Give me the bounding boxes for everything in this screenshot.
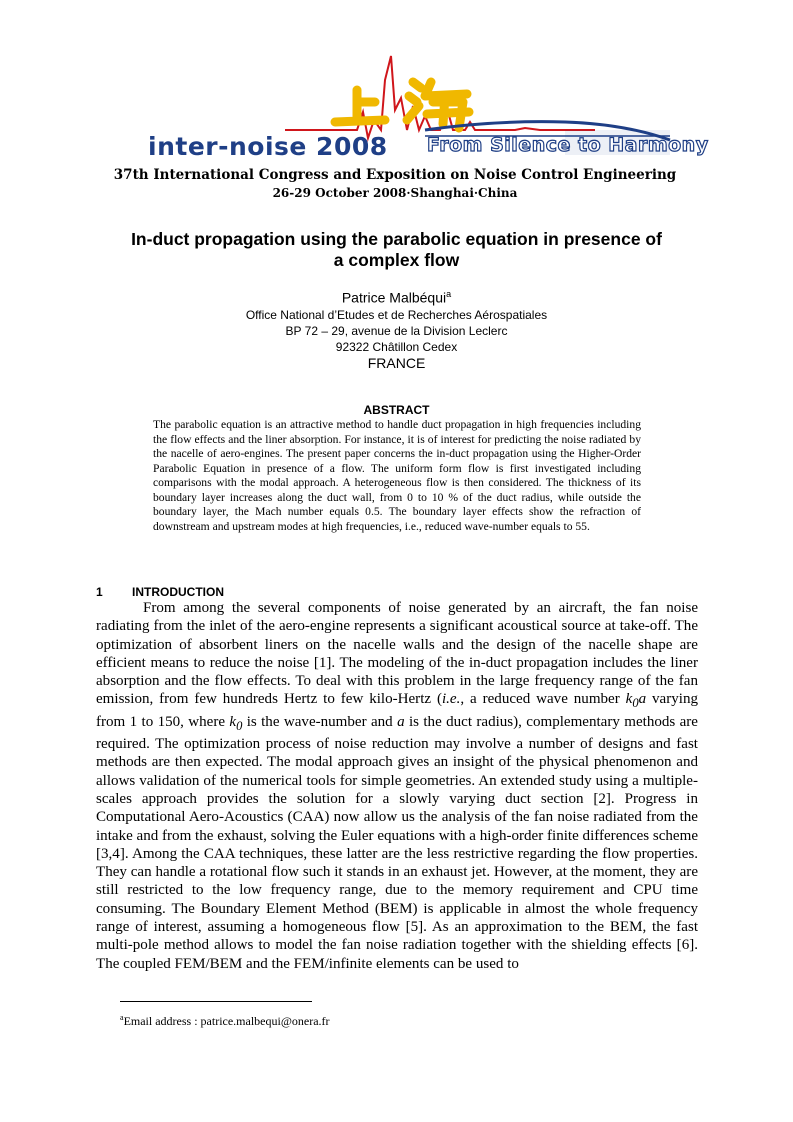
affiliation-line-3: 92322 Châtillon Cedex — [335, 339, 458, 354]
section-heading — [96, 585, 224, 599]
author-block — [150, 286, 643, 372]
section-title: INTRODUCTION — [132, 585, 224, 599]
author-name: Patrice Malbéqui$^a$ — [341, 289, 452, 306]
conference-banner — [95, 50, 709, 200]
abstract-text: The parabolic equation is an attractive method to handle duct propagation in high frequencies including the flow effects and the liner absorption. For instance, it is of interest for predicting the noise radiated by the nacelle of aero-engines. The present paper concerns the in-duct propagation using the Higher-Order Parabolic Equation in presence of a flow. The uniform form flow is first investigated including comparisons with the modal approach. A heterogeneous flow is then considered. The thickness of its boundary layer increases along the duct wall, from 0 to 10 % of the duct radius, while outside the boundary layer, the Mach number equals 0.5. The boundary layer effects show the refraction of downstream and upstream modes at high frequencies, i.e., reduced wave-number equals to 55. — [153, 418, 641, 533]
dates-line: 26-29 October 2008·Shanghai·China — [272, 186, 518, 200]
paper-title — [110, 229, 683, 271]
title-line-1: In-duct propagation using the parabolic equation in presence of — [131, 229, 662, 249]
abstract-heading: ABSTRACT — [363, 403, 430, 417]
affiliation-line-1: Office National d’Etudes et de Recherches Aérospatiales — [245, 307, 548, 322]
congress-line: 37th International Congress and Exposition on Noise Control Engineering — [113, 167, 677, 183]
introduction-paragraph: From among the several components of noise generated by an aircraft, the fan noise radiating from the inlet of the aero-engine represents a significant acoustical source at take-off. The optimization of absorbent liners on the nacelle walls and the design of the nacelle shape are efficient means to reduce the noise [1]. The modeling of the in-duct propagation includes the liner absorption and the flow effects. To deal with this problem in the large frequency range of the fan emission, from few hundreds Hertz to few kilo-Hertz (i.e., a reduced wave number $k_0a$ varying from 1 to 150, where $k_0$ is the wave-number and a is the duct radius), complementary methods are required. The optimization process of noise reduction may involve a number of designs and fast methods are then expected. The modal approach gives an insight of the physical phenomenon and allows validation of the numerical tools for simple geometries. An extended study using a multiple-scales approach provides the solution for a slowly varying duct section [2]. Progress in Computational Aero-Acoustics (CAA) now allow us the analysis of the fan noise radiated from the intake and from the exhaust, solving the Euler equations with a high-order finite differences scheme [3,4]. Among the CAA techniques, these latter are the less restrictive regarding the flow properties. They can handle a rotational flow such it stands in an exhaust jet. However, at the moment, they are still restricted to the low frequency range, due to the memory requirement and CPU time consuming. The Boundary Element Method (BEM) is applicable in almost the whole frequency range of interest, assuming a homogeneous flow [5]. As an approximation to the BEM, the fast multi-pole method allows to model the fan noise radiation together with the shielding effects [6]. The coupled FEM/BEM and the FEM/infinite elements can be used to — [96, 600, 698, 972]
affiliation-line-2: BP 72 – 29, avenue de la Division Leclerc — [285, 323, 508, 338]
conference-slogan: From Silence to Harmony — [427, 134, 709, 156]
section-number: 1 — [96, 585, 103, 599]
affiliation-country: FRANCE — [367, 354, 426, 371]
footnote-rule — [120, 1001, 312, 1002]
title-line-2: a complex flow — [333, 250, 460, 270]
conference-name: inter-noise 2008 — [148, 132, 388, 161]
footnote: $^a$Email address : patrice.malbequi@onera.fr — [120, 1013, 330, 1028]
